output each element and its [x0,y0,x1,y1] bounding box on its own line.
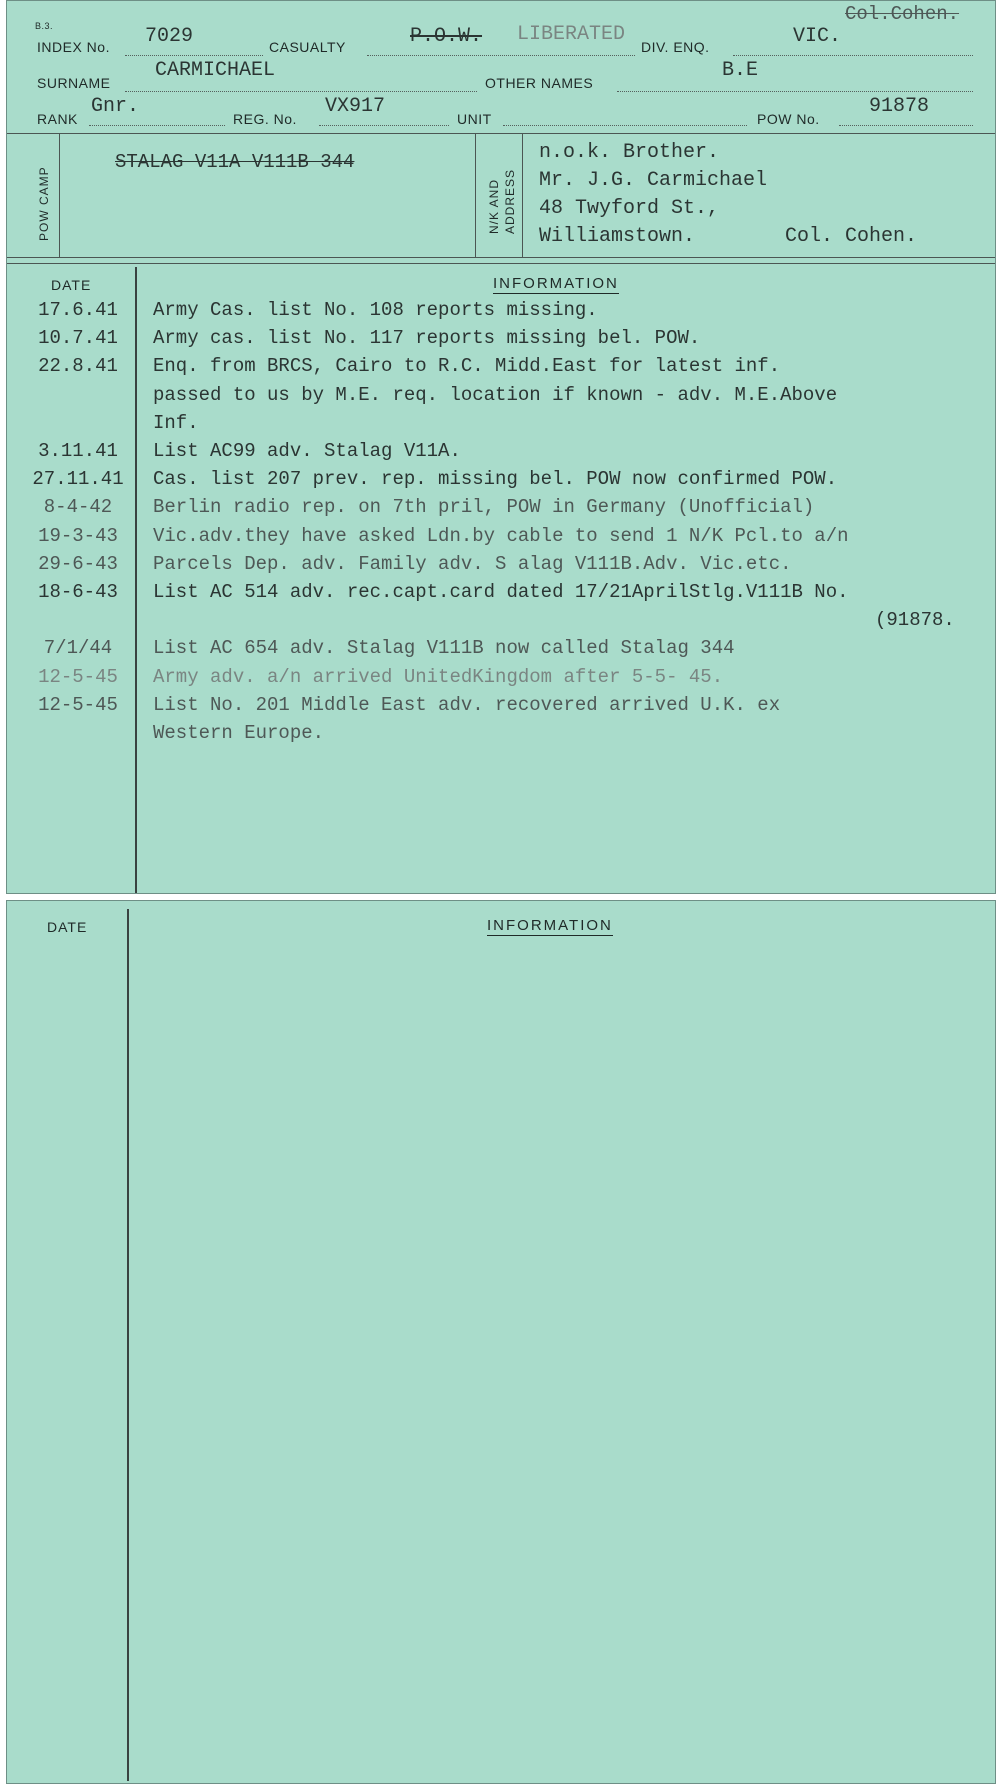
casualty-label: CASUALTY [269,39,346,55]
entry-row [7,468,997,498]
nok-line-2: Mr. J.G. Carmichael [539,169,768,192]
entry-text: List AC 654 adv. Stalag V111B now called Stalag 344 [153,637,735,660]
entry-row [7,666,997,696]
entry-date: 19-3-43 [38,524,118,547]
surname-value: CARMICHAEL [155,59,276,82]
unit-label: UNIT [457,111,492,127]
entry-text: Berlin radio rep. on 7th pril, POW in Germany (Unofficial) [153,496,815,519]
nok-line-4: Williamstown. [539,225,696,248]
entry-text: List AC99 adv. Stalag V11A. [153,440,461,462]
entry-text: Cas. list 207 prev. rep. missing bel. POW now confirmed POW. [153,468,838,491]
entry-row [7,525,997,555]
camp-bottom-line-2 [7,263,995,264]
entry-row [7,299,997,329]
entry-text: passed to us by M.E. req. location if known - adv. M.E.Above [153,383,838,406]
pow-camp-value: STALAG V11A V111B 344 [115,151,355,173]
entry-date: 17.6.41 [38,299,118,321]
surname-label: SURNAME [37,75,111,91]
header-divider [7,133,995,134]
entry-date: 22.8.41 [38,355,118,378]
camp-bottom-line [7,257,995,258]
form-code: B.3. [35,21,54,31]
back-date-column-line [127,909,129,1781]
entry-date: 29-6-43 [38,552,118,575]
entry-date: 12-5-45 [38,665,118,688]
rank-value: Gnr. [91,95,140,118]
entry-row [7,496,997,526]
index-value: 7029 [145,25,194,48]
other-names-value: B.E [722,59,759,82]
entry-text: (91878. [875,609,955,632]
casualty-value: P.O.W. [410,25,483,48]
reg-no-value: VX917 [325,95,386,118]
entry-date: 3.11.41 [38,440,118,462]
entry-text: Inf. [153,411,199,434]
casualty-value-liberated: LIBERATED [517,23,626,46]
entry-date: 27.11.41 [32,468,124,491]
entry-row [7,722,997,752]
nok-divider-right [522,133,523,257]
entry-text: Western Europe. [153,722,325,744]
pow-no-label: POW No. [757,111,820,127]
front-info-label: INFORMATION [493,275,619,292]
entry-date: 7/1/44 [43,637,113,660]
div-enq-label: DIV. ENQ. [641,39,710,55]
camp-divider [59,133,60,257]
entry-text: Army adv. a/n arrived UnitedKingdom after 5-5- 45. [153,665,724,688]
entry-row [7,609,997,639]
entry-text: Vic.adv.they have asked Ldn.by cable to send 1 N/K Pcl.to a/n [153,524,849,547]
record-card-back [6,900,996,1784]
entry-text: List No. 201 Middle East adv. recovered arrived U.K. ex [153,693,781,716]
entry-row [7,355,997,385]
other-names-label: OTHER NAMES [485,75,594,91]
entry-text: List AC 514 adv. rec.capt.card dated 17/21AprilStlg.V111B No. [153,581,849,603]
entry-row [7,694,997,724]
nok-line-3: 48 Twyford St., [539,197,720,220]
entry-row [7,412,997,442]
pow-no-value: 91878 [869,95,930,118]
entry-text: Army Cas. list No. 108 reports missing. [153,299,598,321]
front-date-label: DATE [51,277,92,293]
entry-row [7,581,997,611]
record-card-front [6,0,996,894]
nok-divider-left [475,133,476,257]
nok-line-1: n.o.k. Brother. [539,141,720,164]
rank-label: RANK [37,111,78,127]
entry-date: 18-6-43 [38,581,118,603]
nok-label-1: N/K AND [487,178,501,234]
div-enq-value: VIC. [793,25,842,48]
nok-label-2: ADDRESS [503,168,517,234]
entry-date: 8-4-42 [43,496,113,519]
entry-row [7,553,997,583]
entry-text: Enq. from BRCS, Cairo to R.C. Midd.East for latest inf. [153,355,781,378]
entry-date: 12-5-45 [38,693,118,716]
entry-row [7,384,997,414]
entry-date: 10.7.41 [38,327,118,350]
corner-note: Col.Cohen. [845,3,960,25]
pow-camp-label: POW CAMP [37,166,51,241]
entry-text: Army cas. list No. 117 reports missing bel. POW. [153,327,701,350]
index-label: INDEX No. [37,39,110,55]
entry-row [7,637,997,667]
entry-row [7,440,997,470]
entry-row [7,327,997,357]
back-date-label: DATE [47,919,88,935]
reg-no-label: REG. No. [233,111,297,127]
entry-text: Parcels Dep. adv. Family adv. S alag V111B.Adv. Vic.etc. [153,552,792,575]
nok-signature: Col. Cohen. [785,225,918,248]
back-info-label: INFORMATION [487,917,613,934]
